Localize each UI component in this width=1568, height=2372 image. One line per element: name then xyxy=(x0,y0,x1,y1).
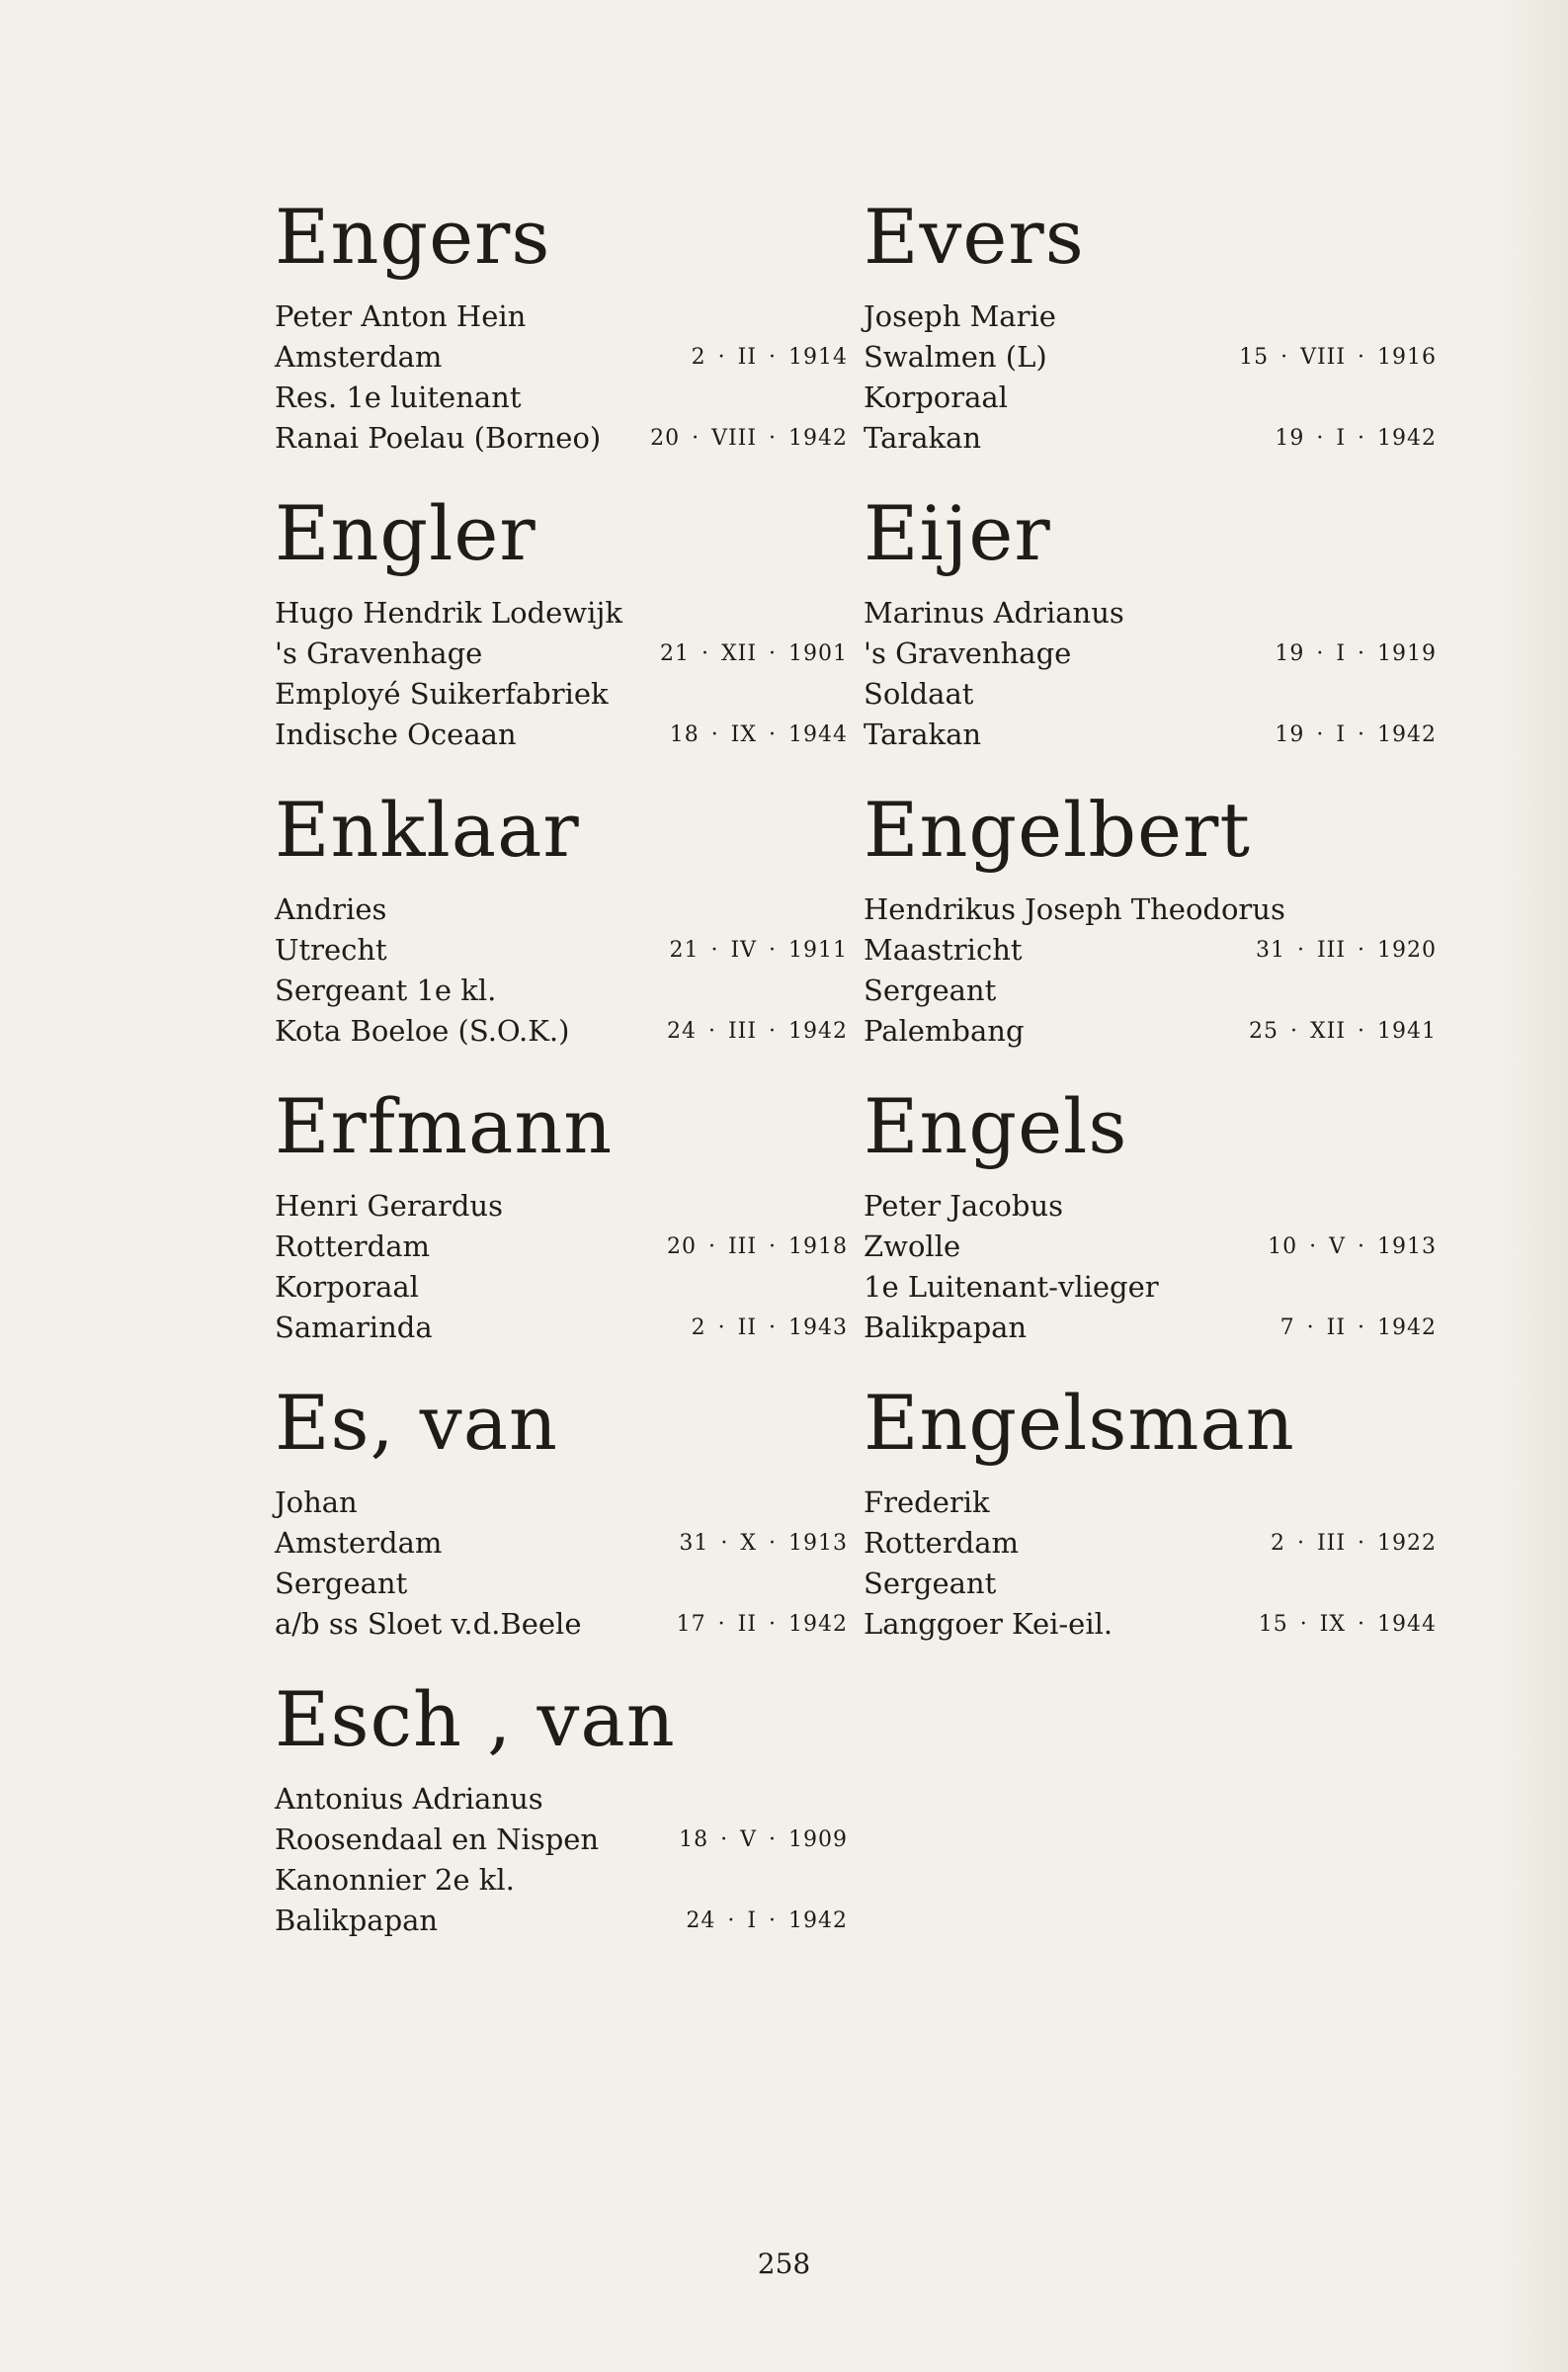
given-names-line xyxy=(275,1186,848,1227)
death-date: 7 · II · 1942 xyxy=(1279,1315,1437,1340)
death-line xyxy=(864,715,1437,755)
rank-line xyxy=(275,378,848,418)
birth-date: 31 · III · 1920 xyxy=(1255,938,1437,963)
death-date: 25 · XII · 1941 xyxy=(1249,1019,1437,1044)
given-names-line xyxy=(864,296,1437,337)
birth-line xyxy=(275,1820,848,1860)
birth-line xyxy=(275,634,848,674)
rank-line xyxy=(864,971,1437,1011)
birth-line xyxy=(275,1227,848,1267)
page-number: 258 xyxy=(757,2247,811,2280)
memorial-entry xyxy=(275,194,848,490)
birthplace: Swalmen (L) xyxy=(864,340,1047,374)
rank: Kanonnier 2e kl. xyxy=(275,1863,515,1897)
death-place: Samarinda xyxy=(275,1311,433,1344)
given-names-line xyxy=(864,890,1437,930)
surname: Engler xyxy=(275,489,536,577)
death-place: Kota Boeloe (S.O.K.) xyxy=(275,1014,570,1048)
birthplace: Maastricht xyxy=(864,933,1023,967)
given-names-line xyxy=(275,1482,848,1523)
death-line xyxy=(275,1308,848,1348)
given-names: Joseph Marie xyxy=(864,299,1056,333)
birthplace: Amsterdam xyxy=(275,340,443,374)
surname: Erfmann xyxy=(275,1082,614,1170)
birthplace: Rotterdam xyxy=(275,1229,430,1263)
death-date: 24 · III · 1942 xyxy=(666,1019,848,1044)
death-line xyxy=(275,1011,848,1052)
given-names: Peter Anton Hein xyxy=(275,299,527,333)
given-names: Antonius Adrianus xyxy=(275,1782,543,1816)
memorial-entry xyxy=(864,1083,1437,1380)
birth-line xyxy=(275,337,848,378)
rank: Employé Suikerfabriek xyxy=(275,677,609,711)
death-line xyxy=(275,418,848,459)
memorial-entry xyxy=(275,1676,848,1973)
birth-date: 10 · V · 1913 xyxy=(1268,1234,1437,1259)
death-place: Ranai Poelau (Borneo) xyxy=(275,421,602,455)
surname: Es, van xyxy=(275,1379,558,1467)
surname: Enklaar xyxy=(275,786,580,874)
death-date: 18 · IX · 1944 xyxy=(669,722,848,747)
birthplace: 's Gravenhage xyxy=(275,636,483,670)
death-date: 15 · IX · 1944 xyxy=(1258,1612,1437,1637)
rank: 1e Luitenant-vlieger xyxy=(864,1270,1159,1304)
birth-date: 15 · VIII · 1916 xyxy=(1239,345,1437,370)
birth-line xyxy=(864,930,1437,971)
given-names: Frederik xyxy=(864,1485,990,1519)
rank-line xyxy=(275,1267,848,1308)
rank: Sergeant xyxy=(864,1567,997,1600)
memorial-entry xyxy=(275,1083,848,1380)
given-names-line xyxy=(864,1482,1437,1523)
birth-date: 21 · XII · 1901 xyxy=(660,641,848,666)
death-line xyxy=(275,715,848,755)
birth-date: 31 · X · 1913 xyxy=(679,1531,848,1556)
birthplace: Amsterdam xyxy=(275,1526,443,1560)
given-names: Henri Gerardus xyxy=(275,1189,503,1223)
death-place: a/b ss Sloet v.d.Beele xyxy=(275,1607,582,1641)
death-line xyxy=(864,1308,1437,1348)
death-place: Langgoer Kei-eil. xyxy=(864,1607,1114,1641)
death-line xyxy=(864,1011,1437,1052)
death-place: Tarakan xyxy=(864,421,982,455)
memorial-entry xyxy=(275,787,848,1083)
rank-line xyxy=(864,674,1437,715)
death-date: 19 · I · 1942 xyxy=(1275,426,1437,451)
rank-line xyxy=(864,1564,1437,1604)
death-place: Palembang xyxy=(864,1014,1025,1048)
death-place: Tarakan xyxy=(864,718,982,751)
birth-date: 18 · V · 1909 xyxy=(679,1827,848,1852)
rank-line xyxy=(275,1564,848,1604)
given-names-line xyxy=(275,890,848,930)
birth-line xyxy=(864,1523,1437,1564)
right-column xyxy=(864,194,1437,1676)
surname: Esch , van xyxy=(275,1675,676,1763)
page-edge-shadow xyxy=(1499,0,1568,2372)
rank-line xyxy=(275,1860,848,1901)
rank: Sergeant xyxy=(275,1567,408,1600)
birth-line xyxy=(275,930,848,971)
rank-line xyxy=(275,674,848,715)
rank-line xyxy=(864,1267,1437,1308)
birth-date: 2 · II · 1914 xyxy=(691,345,848,370)
memorial-entry xyxy=(864,787,1437,1083)
given-names-line xyxy=(864,1186,1437,1227)
given-names: Johan xyxy=(275,1485,358,1519)
rank: Res. 1e luitenant xyxy=(275,381,522,414)
death-place: Balikpapan xyxy=(275,1904,439,1937)
birth-date: 20 · III · 1918 xyxy=(666,1234,848,1259)
birthplace: 's Gravenhage xyxy=(864,636,1072,670)
surname: Engelbert xyxy=(864,786,1251,874)
given-names: Hugo Hendrik Lodewijk xyxy=(275,596,622,630)
death-date: 24 · I · 1942 xyxy=(686,1908,848,1933)
given-names-line xyxy=(275,593,848,634)
surname: Eijer xyxy=(864,489,1051,577)
death-place: Balikpapan xyxy=(864,1311,1028,1344)
rank-line xyxy=(864,378,1437,418)
rank-line xyxy=(275,971,848,1011)
rank: Korporaal xyxy=(275,1270,419,1304)
birthplace: Roosendaal en Nispen xyxy=(275,1822,600,1856)
death-date: 19 · I · 1942 xyxy=(1275,722,1437,747)
birth-line xyxy=(864,337,1437,378)
given-names-line xyxy=(275,1779,848,1820)
given-names: Hendrikus Joseph Theodorus xyxy=(864,892,1285,926)
birth-line xyxy=(275,1523,848,1564)
death-line xyxy=(275,1901,848,1941)
rank: Korporaal xyxy=(864,381,1008,414)
death-date: 2 · II · 1943 xyxy=(691,1315,848,1340)
birth-line xyxy=(864,634,1437,674)
birth-date: 21 · IV · 1911 xyxy=(669,938,848,963)
death-line xyxy=(275,1604,848,1645)
memorial-entry xyxy=(864,1380,1437,1676)
given-names-line xyxy=(864,593,1437,634)
death-place: Indische Oceaan xyxy=(275,718,517,751)
memorial-entry xyxy=(864,194,1437,490)
left-column xyxy=(275,194,848,1973)
birthplace: Rotterdam xyxy=(864,1526,1019,1560)
given-names: Andries xyxy=(275,892,387,926)
death-date: 20 · VIII · 1942 xyxy=(650,426,848,451)
death-line xyxy=(864,1604,1437,1645)
birth-date: 19 · I · 1919 xyxy=(1275,641,1437,666)
memorial-entry xyxy=(275,490,848,787)
birth-date: 2 · III · 1922 xyxy=(1270,1531,1437,1556)
birthplace: Zwolle xyxy=(864,1229,961,1263)
death-date: 17 · II · 1942 xyxy=(676,1612,848,1637)
surname: Engels xyxy=(864,1082,1128,1170)
given-names: Marinus Adrianus xyxy=(864,596,1124,630)
rank: Soldaat xyxy=(864,677,974,711)
birth-line xyxy=(864,1227,1437,1267)
surname: Evers xyxy=(864,193,1085,281)
given-names-line xyxy=(275,296,848,337)
memorial-entry xyxy=(864,490,1437,787)
rank: Sergeant 1e kl. xyxy=(275,974,497,1007)
memorial-entry xyxy=(275,1380,848,1676)
rank: Sergeant xyxy=(864,974,997,1007)
surname: Engers xyxy=(275,193,551,281)
birthplace: Utrecht xyxy=(275,933,387,967)
death-line xyxy=(864,418,1437,459)
given-names: Peter Jacobus xyxy=(864,1189,1064,1223)
surname: Engelsman xyxy=(864,1379,1295,1467)
